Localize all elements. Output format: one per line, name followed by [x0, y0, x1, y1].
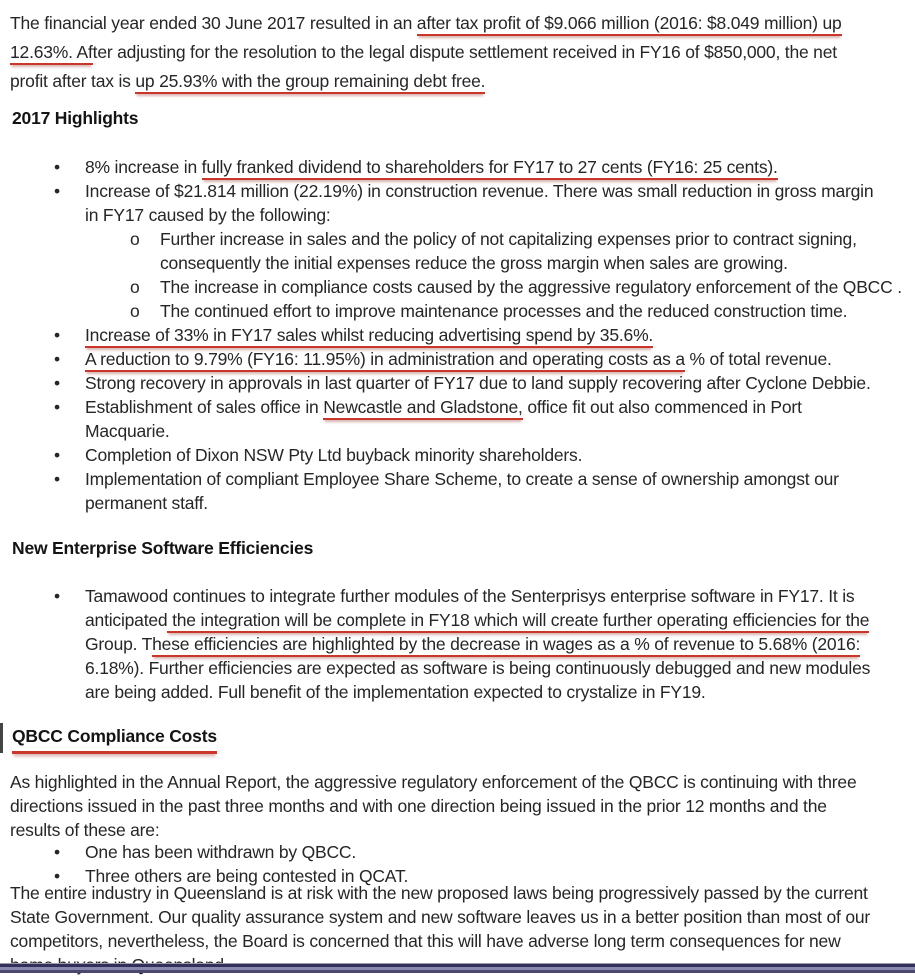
- text-line: [10, 794, 911, 818]
- text-line: [85, 395, 915, 419]
- text-segment: The continued effort to improve maintenance processes and the reduced construction time.: [160, 301, 848, 321]
- text-segment: directions issued in the past three months and with one direction being issued in the prior 12 months and the: [10, 796, 827, 816]
- text-line: [85, 467, 915, 491]
- text-line: [10, 770, 911, 794]
- bullet-item: [0, 443, 915, 467]
- text-segment: State Government. Our quality assurance system and new software leaves us in a better position than most of our: [10, 907, 871, 927]
- bullet-marker: •: [54, 325, 60, 345]
- bullet-marker: •: [54, 445, 60, 465]
- bullet-marker: •: [54, 842, 60, 862]
- window-edge-bar[interactable]: [0, 963, 915, 973]
- text-segment: permanent staff.: [85, 493, 208, 513]
- text-segment: Implementation of compliant Employee Share Scheme, to create a sense of ownership amongst our: [85, 469, 839, 489]
- annotated-text: fully franked dividend to shareholders for FY17 to 27 cents (FY16: 25 cents).: [202, 157, 778, 180]
- text-line: [160, 227, 915, 251]
- text-segment: ter adjusting for the resolution to the legal dispute settlement received in FY16 of $850,000, the net: [92, 42, 837, 62]
- text-line: [85, 323, 915, 347]
- qbcc-paragraph: [10, 770, 911, 842]
- bullet-item: [0, 347, 915, 371]
- text-line: [10, 929, 911, 953]
- intro-paragraph: [10, 0, 911, 96]
- bullet-marker: o: [130, 277, 140, 297]
- bullet-item: [0, 467, 915, 515]
- bullet-marker: o: [130, 229, 140, 249]
- text-line: [85, 632, 915, 656]
- software-list: [0, 584, 915, 704]
- text-segment: Completion of Dixon NSW Pty Ltd buyback minority shareholders.: [85, 445, 583, 465]
- text-segment: Further increase in sales and the policy of not capitalizing expenses prior to contract signing,: [160, 229, 857, 249]
- qbcc-heading: QBCC Compliance Costs: [12, 724, 217, 754]
- annotated-text: A reduction to 9.79% (FY16: 11.95%) in administration and operating costs as a: [85, 349, 685, 372]
- text-line: [85, 347, 915, 371]
- text-line: [85, 584, 915, 608]
- bullet-marker: •: [54, 157, 60, 177]
- text-line: [10, 67, 911, 96]
- text-line: [85, 680, 915, 704]
- bullet-item: [0, 371, 915, 395]
- bullet-marker: o: [130, 301, 140, 321]
- text-line: [10, 818, 911, 842]
- text-line: [85, 840, 915, 864]
- text-segment: Macquarie.: [85, 421, 170, 441]
- text-segment: One has been withdrawn by QBCC.: [85, 842, 357, 862]
- text-segment: Increase of $21.814 million (22.19%) in construction revenue. There was small reduction in gross margin: [85, 181, 874, 201]
- bullet-item: [0, 323, 915, 347]
- text-segment: Establishment of sales office in: [85, 397, 324, 417]
- bullet-marker: •: [54, 349, 60, 369]
- text-segment: Tamawood continues to integrate further modules of the Senterprisys enterprise software in FY17. It is: [85, 586, 855, 606]
- highlights-list: [0, 155, 915, 515]
- bullet-item: [0, 584, 915, 704]
- text-line: [85, 864, 915, 888]
- text-segment: 6.18%). Further efficiencies are expected as software is being continuously debugged and new modules: [85, 658, 871, 678]
- bullet-item: [0, 275, 915, 299]
- text-segment: Group. T: [85, 634, 153, 654]
- text-line: [10, 38, 911, 67]
- text-segment: The entire industry in Queensland is at risk with the new proposed laws being progressively passed by the current: [10, 883, 868, 903]
- text-line: [85, 491, 915, 515]
- bullet-marker: •: [54, 469, 60, 489]
- bullet-marker: •: [54, 397, 60, 417]
- text-segment: results of these are:: [10, 820, 160, 840]
- bullet-item: [0, 299, 915, 323]
- annotated-text: up 25.93% with the group remaining debt free.: [135, 71, 485, 94]
- text-line: [10, 9, 911, 38]
- highlights-heading: 2017 Highlights: [12, 108, 139, 128]
- bullet-item: [0, 840, 915, 864]
- text-line: [85, 443, 915, 467]
- text-segment: anticipated: [85, 610, 168, 630]
- text-line: [85, 608, 915, 632]
- annotated-text: after tax profit of $9.066 million (2016: $8.049 million) up: [417, 13, 842, 36]
- bullet-item: [0, 395, 915, 443]
- bullet-item: [0, 227, 915, 275]
- annotated-text: hese efficiencies are highlighted by the decrease in wages as a % of revenue to 5.68% (2016:: [152, 634, 860, 657]
- text-line: [85, 371, 915, 395]
- text-segment: profit after tax is: [10, 71, 136, 91]
- annotated-text: the integration will be complete in FY18 which will create further operating efficiencies for the: [167, 610, 869, 633]
- text-segment: in FY17 caused by the following:: [85, 205, 331, 225]
- annotated-text: Increase of 33% in FY17 sales whilst reducing advertising spend by 35.6%.: [85, 325, 653, 348]
- text-line: [10, 905, 911, 929]
- qbcc-heading-row: [0, 724, 915, 755]
- bullet-item: [0, 179, 915, 227]
- annotated-text: Newcastle and Gladstone,: [323, 397, 522, 420]
- bullet-marker: •: [54, 181, 60, 201]
- text-segment: Strong recovery in approvals in last quarter of FY17 due to land supply recovering after Cyclone Debbie.: [85, 373, 871, 393]
- text-segment: As highlighted in the Annual Report, the aggressive regulatory enforcement of the QBCC is continuing with three: [10, 772, 857, 792]
- text-segment: consequently the initial expenses reduce the gross margin when sales are growing.: [160, 253, 788, 273]
- bullet-item: [0, 864, 915, 888]
- text-line: [160, 251, 915, 275]
- annotated-text: 12.63%. Af: [10, 42, 93, 65]
- text-line: [85, 179, 915, 203]
- text-segment: office fit out also commenced in Port: [522, 397, 802, 417]
- text-segment: % of total revenue.: [684, 349, 832, 369]
- qbcc-results-list: [0, 840, 915, 888]
- revision-change-bar: [0, 723, 3, 753]
- bullet-marker: •: [54, 373, 60, 393]
- text-segment: are being added. Full benefit of the implementation expected to crystalize in FY19.: [85, 682, 706, 702]
- bullet-marker: •: [54, 866, 60, 886]
- text-segment: Three others are being contested in QCAT.: [85, 866, 409, 886]
- text-segment: 8% increase in: [85, 157, 202, 177]
- text-segment: The financial year ended 30 June 2017 resulted in an: [10, 13, 417, 33]
- text-line: [85, 419, 915, 443]
- bullet-item: [0, 155, 915, 179]
- text-line: [85, 203, 915, 227]
- text-line: [160, 299, 915, 323]
- bullet-marker: •: [54, 586, 60, 606]
- text-line: [85, 656, 915, 680]
- text-segment: The increase in compliance costs caused by the aggressive regulatory enforcement of the QBCC .: [160, 277, 902, 297]
- software-heading: New Enterprise Software Efficiencies: [12, 538, 314, 558]
- text-line: [160, 275, 915, 299]
- text-segment: competitors, nevertheless, the Board is concerned that this will have adverse long term consequences for new: [10, 931, 841, 951]
- text-line: [85, 155, 915, 179]
